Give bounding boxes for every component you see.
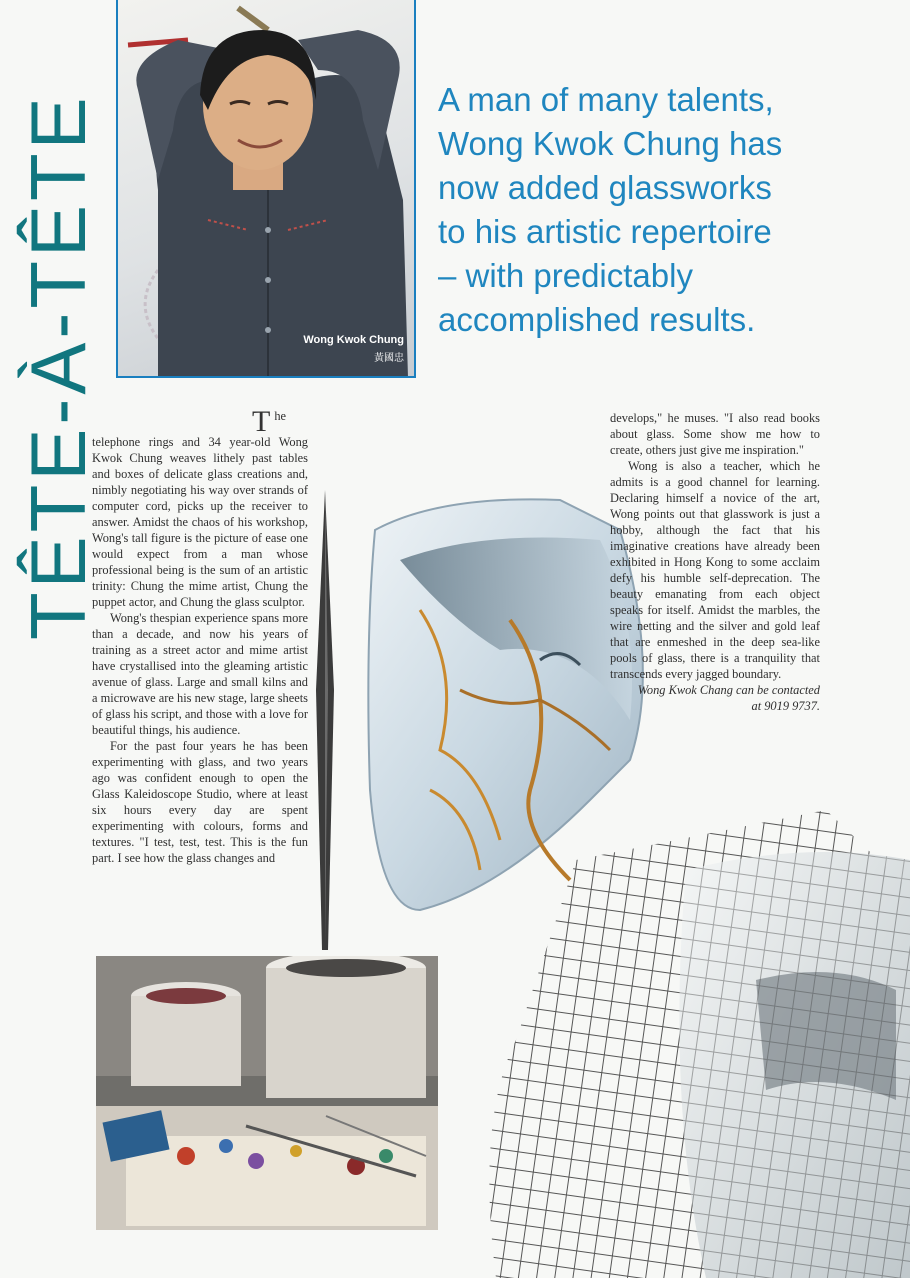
workshop-photo: [96, 956, 438, 1230]
article-paragraph: develops," he muses. "I also read books about glass. Some show me how to create, others just give me inspiration.": [610, 411, 820, 457]
portrait-illustration: [118, 0, 416, 378]
headline-line: to his artistic repertoire: [438, 213, 772, 250]
article-column-2: [460, 410, 820, 820]
headline-line: Wong Kwok Chung has: [438, 125, 783, 162]
article-column-1: [92, 405, 308, 866]
article-paragraph: Wong is also a teacher, which he admits is a good channel for learning. Declaring himself a novice of the art, Wong points out that glasswork is just a hobby, although the fact that his imaginative creations have already been exhibited in Hong Kong to some acclaim defy his humble self-deprecation. The beauty emanating from each object speaks for itself. Amidst the marbles, the wire netting and the silver and gold leaf that are enmeshed in the deep sea-like pools of glass, there is a tranquility that transcends every jagged boundary.: [610, 459, 820, 681]
text-wrap-spacer: [460, 490, 610, 820]
article-paragraph: [92, 405, 308, 610]
portrait-caption-name: Wong Kwok Chung: [303, 334, 404, 346]
paragraph-text: he telephone rings and 34 year-old Wong Kwok Chung weaves lithely past tables and boxes of delicate glass creations and, nimbly negotiating his way over strands of computer cord, picks up the receiver to answer. Amidst the chaos of his workshop, Wong's tall figure is the picture of ease one would expect from a man whose professional being is the sum of an artistic trinity: Chung the mime artist, Chung the puppet actor, and Chung the glass sculptor.: [92, 409, 308, 609]
portrait-caption-chinese: 黃國忠: [374, 353, 404, 364]
masthead-title: TÊTE-À-TÊTE: [14, 93, 102, 640]
drop-cap: T: [252, 405, 271, 438]
article-paragraph: Wong's thespian experience spans more than a decade, and now his years of training as a street actor and mime artist have crystallised into the gleaming artistic avenue of glass. Large and small kilns and a microwave are his new stage, large sheets of glass his script, and those with a love for beautiful things, his audience.: [92, 611, 308, 737]
article-paragraph: For the past four years he has been experimenting with glass, and two years ago was confident enough to open the Glass Kaleidoscope Studio, where at least six hours every day are spent experimenting with colours, forms and textures. "I test, test, test. This is the fun part. I see how the glass changes and: [92, 739, 308, 865]
contact-note: Wong Kwok Chang can be contacted at 9019 9737.: [637, 683, 820, 713]
headline-line: A man of many talents,: [438, 81, 774, 118]
wire-mesh-sculpture-image: [476, 800, 910, 1278]
headline-line: accomplished results.: [438, 301, 756, 338]
headline: [438, 78, 878, 342]
headline-line: now added glassworks: [438, 169, 772, 206]
headline-line: – with predictably: [438, 257, 693, 294]
portrait-photo: [116, 0, 416, 378]
